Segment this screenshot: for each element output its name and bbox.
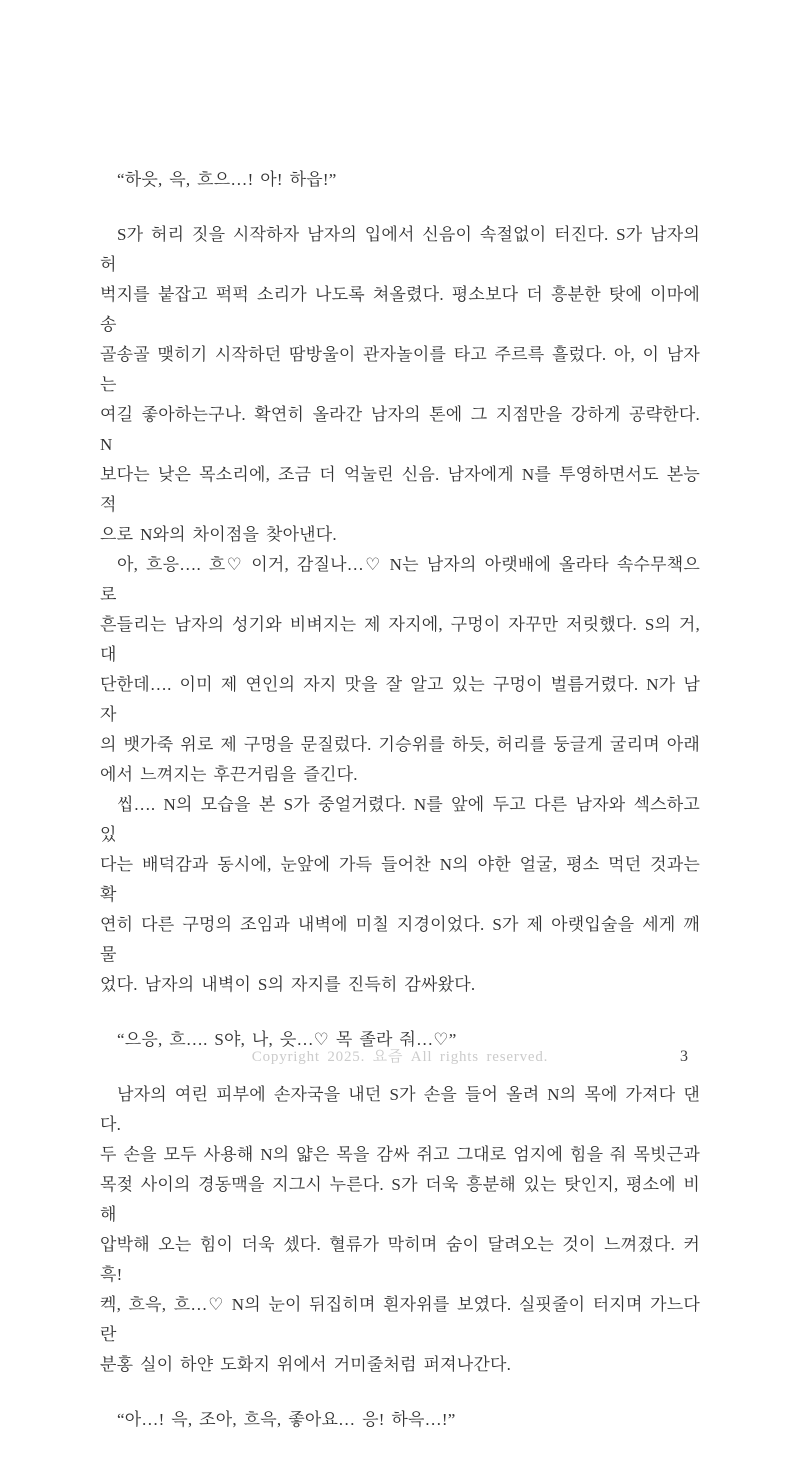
text-line: 보다는 낮은 목소리에, 조금 더 억눌린 신음. 남자에게 N를 투영하면서도 본능적: [100, 465, 700, 514]
text-line: 분홍 실이 하얀 도화지 위에서 거미줄처럼 퍼져나간다.: [100, 1355, 512, 1374]
dialogue-quote: [100, 165, 700, 195]
text-line: 목젖 사이의 경동맥을 지그시 누른다. S가 더욱 흥분해 있는 탓인지, 평소에 비해: [100, 1175, 700, 1224]
page-footer: [0, 1046, 800, 1068]
text-line: “아…! 윽, 조아, 흐윽, 좋아요… 응! 하윽…!”: [117, 1410, 456, 1429]
text-line: 었다. 남자의 내벽이 S의 자지를 진득히 감싸왔다.: [100, 975, 476, 994]
text-line: 에서 느껴지는 후끈거림을 즐긴다.: [100, 765, 358, 784]
text-line: 아, 흐응…. 흐♡ 이거, 감질나…♡ N는 남자의 아랫배에 올라타 속수무책으로: [100, 555, 700, 604]
text-line: 여길 좋아하는구나. 확연히 올라간 남자의 톤에 그 지점만을 강하게 공략한다. N: [100, 405, 700, 454]
dialogue-quote: [100, 1405, 700, 1435]
text-line: 골송골 맺히기 시작하던 땀방울이 관자놀이를 타고 주르륵 흘렀다. 아, 이 남자는: [100, 345, 700, 394]
text-line: “으응, 흐…. S야, 나, 읏…♡ 목 졸라 줘…♡”: [117, 1030, 457, 1049]
page-number: 3: [680, 1048, 688, 1065]
text-line: 흔들리는 남자의 성기와 비벼지는 제 자지에, 구멍이 자꾸만 저릿했다. S의 거, 대: [100, 615, 700, 664]
text-line: 압박해 오는 힘이 더욱 셌다. 혈류가 막히며 숨이 달려오는 것이 느껴졌다. 커흑!: [100, 1235, 700, 1284]
paragraph: [100, 550, 700, 790]
text-line: 단한데…. 이미 제 연인의 자지 맛을 잘 알고 있는 구멍이 벌름거렸다. N가 남자: [100, 675, 700, 724]
text-line: 연히 다른 구멍의 조임과 내벽에 미칠 지경이었다. S가 제 아랫입술을 세게 깨물: [100, 915, 700, 964]
paragraph: [100, 1080, 700, 1380]
text-line: 두 손을 모두 사용해 N의 얇은 목을 감싸 쥐고 그대로 엄지에 힘을 줘 목빗근과: [100, 1145, 700, 1164]
paragraph: [100, 220, 700, 550]
document-body: [100, 140, 700, 1460]
text-line: 다는 배덕감과 동시에, 눈앞에 가득 들어찬 N의 야한 얼굴, 평소 먹던 것과는 확: [100, 855, 700, 904]
text-line: 벅지를 붙잡고 퍽퍽 소리가 나도록 쳐올렸다. 평소보다 더 흥분한 탓에 이마에 송: [100, 285, 700, 334]
text-line: 씹…. N의 모습을 본 S가 중얼거렸다. N를 앞에 두고 다른 남자와 섹스하고 있: [100, 795, 700, 844]
text-line: 의 뱃가죽 위로 제 구멍을 문질렀다. 기승위를 하듯, 허리를 둥글게 굴리며 아래: [100, 735, 700, 754]
text-line: 남자의 여린 피부에 손자국을 내던 S가 손을 들어 올려 N의 목에 가져다 댄다.: [100, 1085, 700, 1134]
paragraph: [100, 790, 700, 1000]
text-line: 켁, 흐윽, 흐…♡ N의 눈이 뒤집히며 흰자위를 보였다. 실핏줄이 터지며 가느다란: [100, 1295, 700, 1344]
copyright-text: Copyright 2025. 요즘 All rights reserved.: [251, 1049, 549, 1065]
text-line: “하읏, 윽, 흐으…! 아! 하읍!”: [117, 170, 337, 189]
text-line: S가 허리 짓을 시작하자 남자의 입에서 신음이 속절없이 터진다. S가 남자의 허: [100, 225, 700, 274]
text-line: 으로 N와의 차이점을 찾아낸다.: [100, 525, 337, 544]
